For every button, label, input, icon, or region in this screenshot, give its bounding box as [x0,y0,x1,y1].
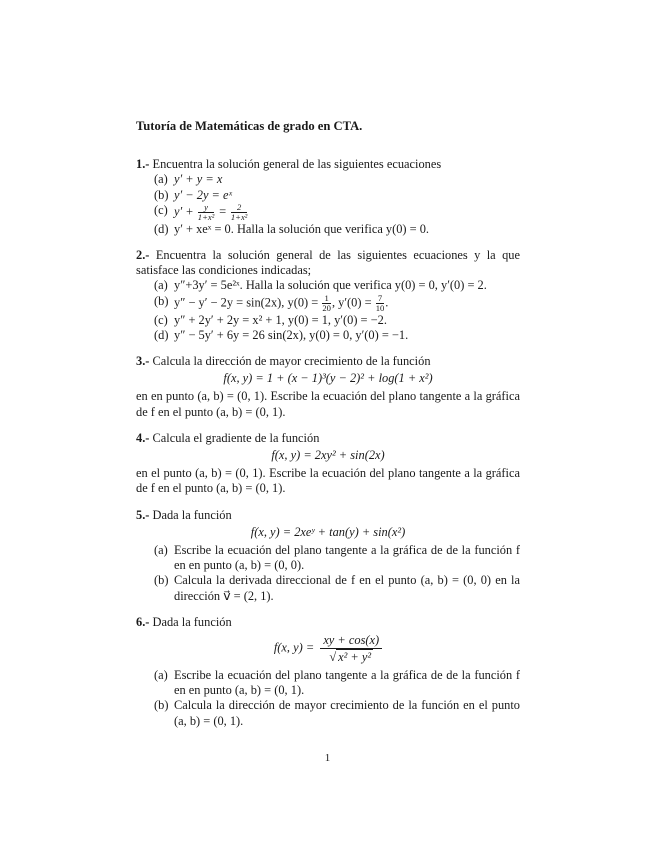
display-formula: f(x, y) = 2xy² + sin(2x) [271,448,385,463]
list-item: (b) Calcula la derivada direccional de f en el punto (a, b) = (0, 0) en la dirección v⃗ = (2, 1). [154,573,520,603]
problem-2 [136,248,520,343]
problem-statement: Calcula el gradiente de la función [152,430,320,445]
problem-number: 1.- [136,157,150,172]
problem-statement: Encuentra la solución general de las siguientes ecuaciones y la que satisface las condiciones indicadas; [136,248,520,278]
list-item: (d) y″ − 5y′ + 6y = 26 sin(2x), y(0) = 0, y′(0) = −1. [154,327,409,342]
problem-number: 4.- [136,430,150,445]
fraction: $\frac{xy + \cos(x)}{\text{√ x² + y²}}$ [320,632,382,665]
document-page [136,119,520,740]
list-item: (c) y″ + 2y′ + 2y = x² + 1, y(0) = 1, y′(0) = −2. [154,312,387,327]
display-formula: f(x, y) = 1 + (x − 1)³(y − 2)² + log(1 + x²) [223,371,433,386]
list-item: (a) Escribe la ecuación del plano tangente a la gráfica de de la función f en en punto (a, b) = (0, 1). [154,668,520,698]
list-item: (b) y′ − 2y = eˣ [154,187,233,202]
problem-statement: Encuentra la solución general de las siguientes ecuaciones [152,157,442,172]
list-item: (b) Calcula la dirección de mayor crecimiento de la función en el punto (a, b) = (0, 1). [154,698,520,728]
problem-number: 6.- [136,614,150,629]
fraction: $\frac{y}{\text{1+x²}}$ [197,201,215,222]
fraction: $\frac{1}{20}$ [322,292,331,313]
problem-number: 2.- [136,248,150,263]
problem-3 [136,354,520,420]
display-formula: f(x, y) = 2xeʸ + tan(y) + sin(x²) [250,524,406,539]
sqrt-symbol: √ [329,650,337,665]
problem-number: 3.- [136,354,150,369]
list-item: (a) Escribe la ecuación del plano tangente a la gráfica de de la función f en en punto (a, b) = (0, 0). [154,543,520,573]
problem-statement: Dada la función [152,614,232,629]
problem-6 [136,615,520,729]
problem-5 [136,508,520,604]
document-title: Tutoría de Matemáticas de grado en CTA. [136,119,363,133]
problem-statement: Calcula la dirección de mayor crecimiento de la función [152,354,431,369]
page-number: 1 [324,752,331,764]
problem-text: en el punto (a, b) = (0, 1). Escribe la ecuación del plano tangente a la gráfica de f en el punto (a, b) = (0, 1). [136,466,520,496]
fraction: $\frac{7}{10}$ [375,292,385,313]
list-item: (d) y′ + xeˣ = 0. Halla la solución que verifica y(0) = 0. [154,221,430,236]
problem-text: en en punto (a, b) = (0, 1). Escribe la ecuación del plano tangente a la gráfica de f en el punto (a, b) = (0, 1). [136,389,520,419]
list-item: (a) y′ + y = x [154,172,223,187]
display-formula: f(x, y) = $\frac{xy + \cos(x)}{\text{√ x² + y²}}$ [136,632,520,665]
problem-1 [136,157,520,237]
problem-4 [136,431,520,497]
problem-statement: Dada la función [152,507,232,522]
list-item: (b) y″ − y′ − 2y = sin(2x), y(0) = $\frac{1}{20}$ , y′(0) = $\frac{7}{10}$ . [154,292,389,313]
list-item: (a) y″+3y′ = 5e²ˣ. Halla la solución que verifica y(0) = 0, y′(0) = 2. [154,278,487,293]
problem-number: 5.- [136,507,150,522]
list-item: (c) y′ + $\frac{y}{\text{1+x²}}$ = $\frac{2}{\text{1+x²}}$ [154,201,248,222]
fraction: $\frac{2}{\text{1+x²}}$ [230,201,248,222]
